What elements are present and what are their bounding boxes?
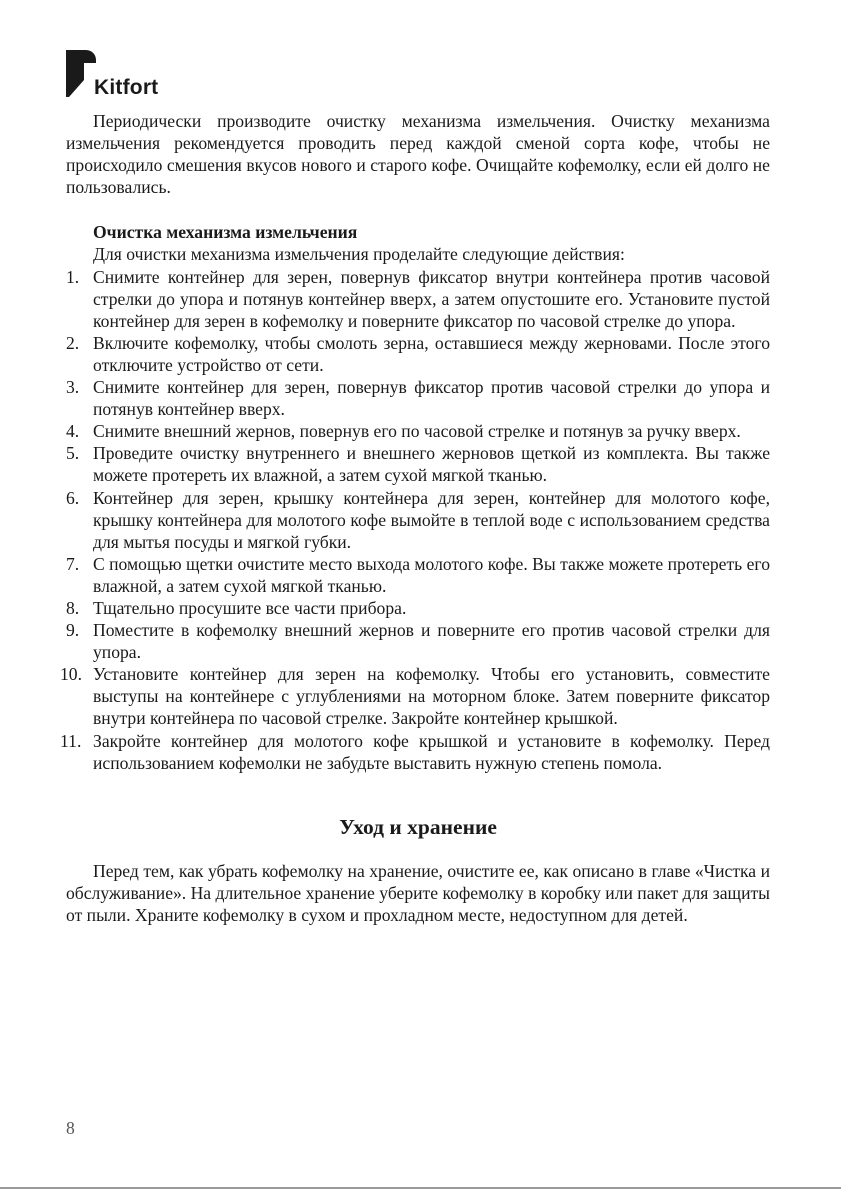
step-number: 8. — [66, 597, 80, 618]
step-text: Закройте контейнер для молотого кофе крышкой и установите в кофемолку. Перед использованием кофемолки не забудьте выставить нужную степень помола. — [93, 730, 770, 773]
storage-paragraph: Перед тем, как убрать кофемолку на хранение, очистите ее, как описано в главе «Чистка и обслуживание». На длительное хранение уберите кофемолку в коробку или пакет для защиты от пыли. Храните кофемолку в сухом и прохладном месте, недоступном для детей. — [66, 860, 770, 925]
intro-paragraph: Периодически производите очистку механизма измельчения. Очистку механизма измельчения рекомендуется проводить перед каждой сменой сорта кофе, чтобы не происходило смешения вкусов нового и старого кофе. Очищайте кофемолку, если ей долго не пользовались. — [66, 111, 770, 198]
list-item — [66, 332, 770, 376]
step-text: Контейнер для зерен, крышку контейнера для зерен, контейнер для молотого кофе, крышку контейнера для молотого кофе вымойте в теплой воде с использованием средства для мытья посуды и мягкой губки. — [93, 487, 770, 552]
step-text: Включите кофемолку, чтобы смолоть зерна, оставшиеся между жерновами. После этого отключите устройство от сети. — [93, 332, 770, 375]
kitfort-logo — [66, 50, 176, 102]
list-item — [60, 663, 770, 729]
cleaning-intro: Для очистки механизма измельчения проделайте следующие действия: — [93, 244, 625, 265]
step-text: Снимите контейнер для зерен, повернув фиксатор против часовой стрелки до упора и потянув контейнер вверх. — [93, 377, 770, 420]
list-item — [66, 420, 770, 442]
list-item — [66, 553, 770, 597]
list-item — [66, 266, 770, 332]
cleaning-steps-list — [60, 266, 770, 774]
step-text: С помощью щетки очистите место выхода молотого кофе. Вы также можете протереть его влажной, а затем сухой мягкой тканью. — [93, 553, 770, 596]
step-number: 4. — [66, 421, 80, 442]
step-number: 5. — [66, 443, 80, 464]
list-item — [66, 376, 770, 420]
step-text: Снимите контейнер для зерен, повернув фиксатор внутри контейнера против часовой стрелки до упора и потянув контейнер вверх, а затем опустошите его. Установите пустой контейнер для зерен в кофемолку и поверните фиксатор по часовой стрелке до упора. — [93, 266, 770, 331]
bottom-divider — [0, 1187, 841, 1189]
step-number: 11. — [60, 730, 82, 751]
list-item — [66, 597, 770, 619]
step-text: Установите контейнер для зерен на кофемолку. Чтобы его установить, совместите выступы на контейнере с углублениями на моторном блоке. Затем поверните фиксатор внутри контейнера по часовой стрелке. Закройте контейнер крышкой. — [93, 664, 770, 729]
step-text: Тщательно просушите все части прибора. — [93, 597, 407, 618]
step-text: Снимите внешний жернов, повернув его по часовой стрелке и потянув за ручку вверх. — [93, 421, 741, 442]
page-number: 8 — [66, 1118, 75, 1138]
step-number: 6. — [66, 487, 80, 508]
step-number: 1. — [66, 266, 80, 287]
list-item — [66, 619, 770, 663]
list-item — [60, 730, 770, 774]
list-item — [66, 442, 770, 486]
step-number: 9. — [66, 620, 80, 641]
step-text: Проведите очистку внутреннего и внешнего жерновов щеткой из комплекта. Вы также можете протереть их влажной, а затем сухой мягкой тканью. — [93, 443, 770, 486]
cleaning-heading: Очистка механизма измельчения — [93, 222, 358, 243]
step-number: 7. — [66, 553, 80, 574]
list-item — [66, 487, 770, 553]
step-number: 10. — [60, 664, 82, 685]
brand-name: Kitfort — [94, 76, 159, 99]
step-number: 3. — [66, 377, 80, 398]
page-content — [60, 110, 770, 926]
kitfort-logo-icon — [66, 50, 96, 98]
step-text: Поместите в кофемолку внешний жернов и поверните его против часовой стрелки для упора. — [93, 620, 770, 663]
storage-title: Уход и хранение — [339, 814, 497, 839]
step-number: 2. — [66, 332, 80, 353]
